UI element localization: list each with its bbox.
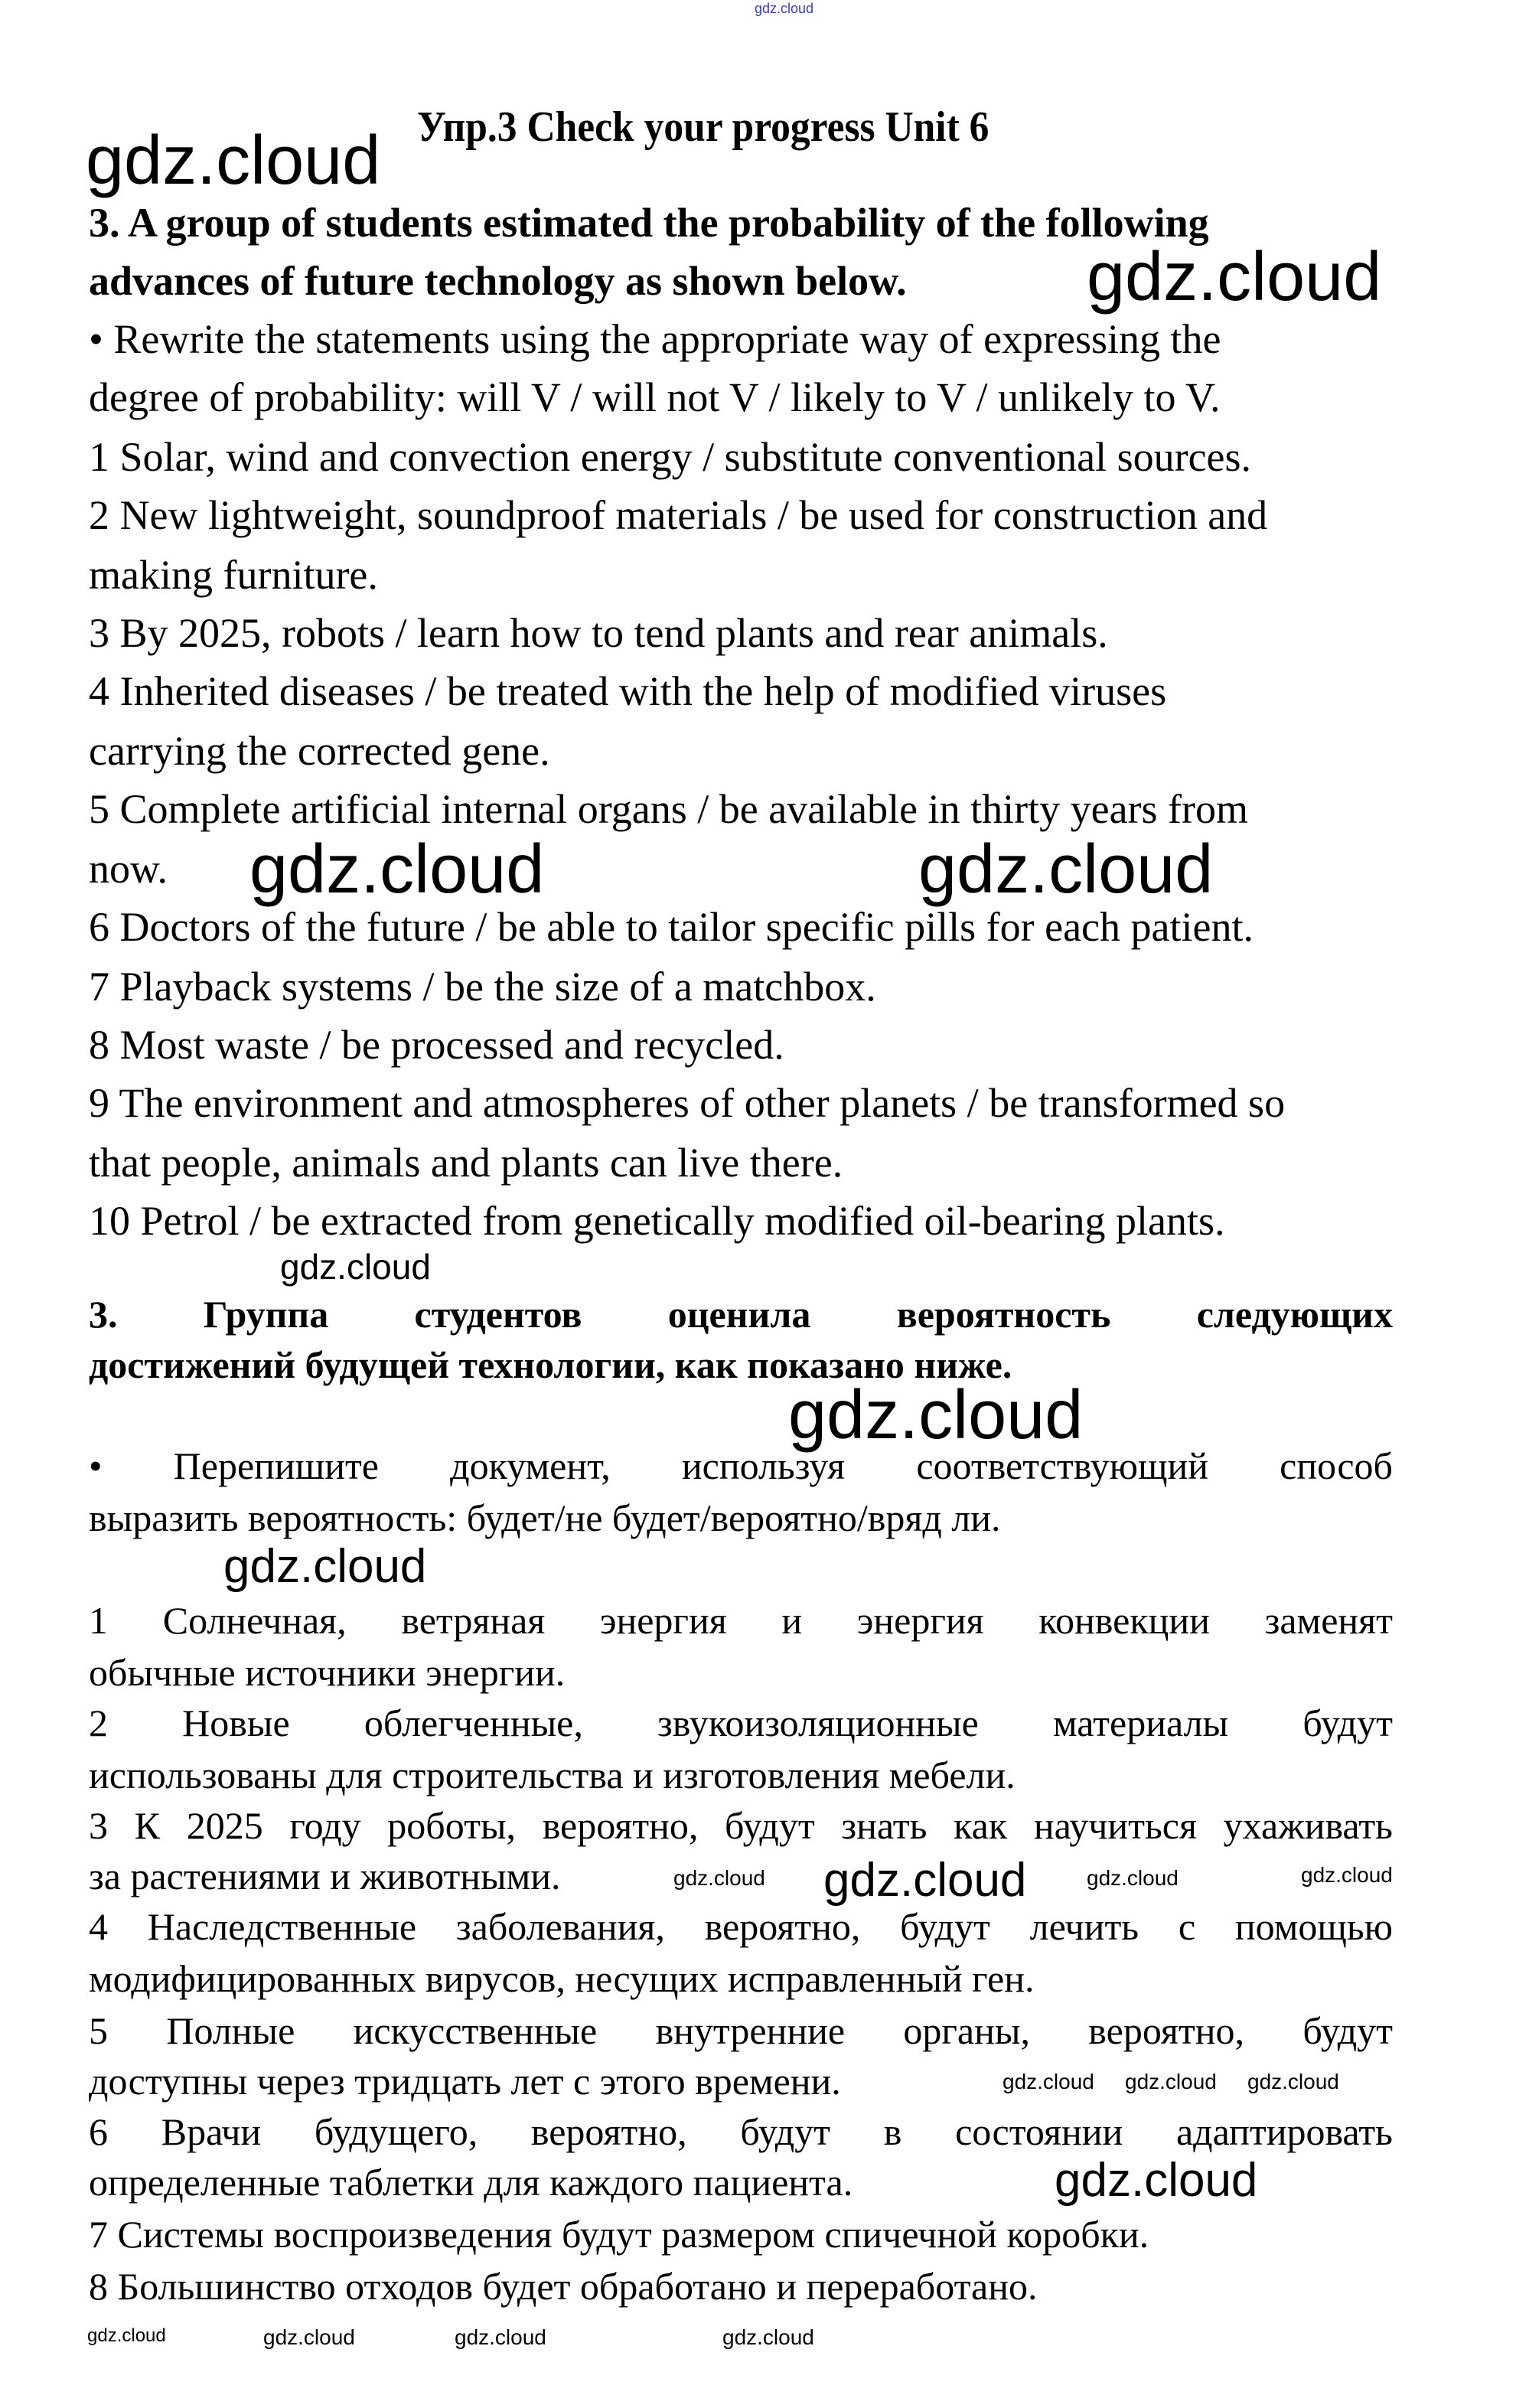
en-instruction: • Rewrite the statements using the appropriate way of expressing the xyxy=(89,316,1221,362)
watermark-top: gdz.cloud xyxy=(755,1,814,16)
watermark: gdz.cloud xyxy=(788,1377,1084,1454)
ru-instruction: выразить вероятность: будет/не будет/вероятно/вряд ли. xyxy=(89,1496,1001,1539)
watermark: gdz.cloud xyxy=(673,1866,765,1890)
ru-item: 5 Полные искусственные внутренние органы, вероятно, будут xyxy=(89,2009,1393,2052)
ru-heading-line: достижений будущей технологии, как показано ниже. xyxy=(89,1343,1012,1386)
ru-item: 3 К 2025 году роботы, вероятно, будут знать как научиться ухаживать xyxy=(89,1804,1393,1847)
ru-item: 8 Большинство отходов будет обработано и переработано. xyxy=(89,2265,1038,2308)
en-item: 10 Petrol / be extracted from genetically modified oil-bearing plants. xyxy=(89,1198,1225,1244)
watermark: gdz.cloud xyxy=(1087,1866,1179,1890)
watermark: gdz.cloud xyxy=(86,122,381,199)
ru-item: использованы для строительства и изготовления мебели. xyxy=(89,1754,1016,1796)
watermark: gdz.cloud xyxy=(223,1540,427,1593)
watermark: gdz.cloud xyxy=(263,2325,355,2349)
en-item: making furniture. xyxy=(89,552,378,598)
watermark: gdz.cloud xyxy=(722,2325,814,2349)
watermark: gdz.cloud xyxy=(823,1854,1027,1907)
en-item: 8 Most waste / be processed and recycled. xyxy=(89,1022,784,1068)
en-item: 4 Inherited diseases / be treated with the help of modified viruses xyxy=(89,668,1167,714)
ru-item: доступны через тридцать лет с этого времени. xyxy=(89,2060,841,2103)
watermark: gdz.cloud xyxy=(1247,2070,1339,2093)
ru-item: 4 Наследственные заболевания, вероятно, будут лечить с помощью xyxy=(89,1905,1393,1948)
ru-item: определенные таблетки для каждого пациента. xyxy=(89,2161,853,2204)
watermark: gdz.cloud xyxy=(280,1247,431,1287)
watermark: gdz.cloud xyxy=(455,2325,546,2349)
ru-instruction: • Перепишите документ, используя соответствующий способ xyxy=(89,1444,1393,1487)
watermark: gdz.cloud xyxy=(1055,2154,1258,2207)
watermark: gdz.cloud xyxy=(1301,1863,1393,1887)
en-item: that people, animals and plants can live there. xyxy=(89,1140,843,1186)
ru-item: 1 Солнечная, ветряная энергия и энергия конвекции заменят xyxy=(89,1599,1393,1642)
watermark: gdz.cloud xyxy=(1003,2070,1094,2093)
ru-item: 2 Новые облегченные, звукоизоляционные материалы будут xyxy=(89,1702,1393,1744)
en-item: 5 Complete artificial internal organs / be available in thirty years from xyxy=(89,786,1249,832)
watermark: gdz.cloud xyxy=(87,2325,166,2346)
ru-heading-line: 3. Группа студентов оценила вероятность следующих xyxy=(89,1293,1393,1336)
en-item: carrying the corrected gene. xyxy=(89,728,550,774)
ru-item: обычные источники энергии. xyxy=(89,1651,566,1694)
en-item: 3 By 2025, robots / learn how to tend plants and rear animals. xyxy=(89,610,1108,656)
watermark: gdz.cloud xyxy=(1087,239,1382,315)
ru-item: 6 Врачи будущего, вероятно, будут в состоянии адаптировать xyxy=(89,2110,1393,2153)
page-title: Упр.3 Check your progress Unit 6 xyxy=(417,103,989,151)
en-heading-line: advances of future technology as shown below. xyxy=(89,258,907,304)
ru-item: 7 Системы воспроизведения будут размером спичечной коробки. xyxy=(89,2213,1149,2256)
en-item: 9 The environment and atmospheres of other planets / be transformed so xyxy=(89,1080,1286,1126)
en-item: now. xyxy=(89,846,168,892)
en-instruction: degree of probability: will V / will not V / likely to V / unlikely to V. xyxy=(89,374,1221,420)
ru-item: модифицированных вирусов, несущих исправленный ген. xyxy=(89,1957,1035,2000)
en-heading-line: 3. A group of students estimated the probability of the following xyxy=(89,200,1209,246)
watermark: gdz.cloud xyxy=(918,831,1214,908)
ru-item: за растениями и животными. xyxy=(89,1855,561,1897)
watermark: gdz.cloud xyxy=(1125,2070,1217,2093)
en-item: 7 Playback systems / be the size of a matchbox. xyxy=(89,964,876,1010)
en-item: 6 Doctors of the future / be able to tailor specific pills for each patient. xyxy=(89,904,1254,950)
en-item: 2 New lightweight, soundproof materials / be used for construction and xyxy=(89,492,1268,538)
watermark: gdz.cloud xyxy=(249,831,545,908)
en-item: 1 Solar, wind and convection energy / substitute conventional sources. xyxy=(89,434,1252,480)
